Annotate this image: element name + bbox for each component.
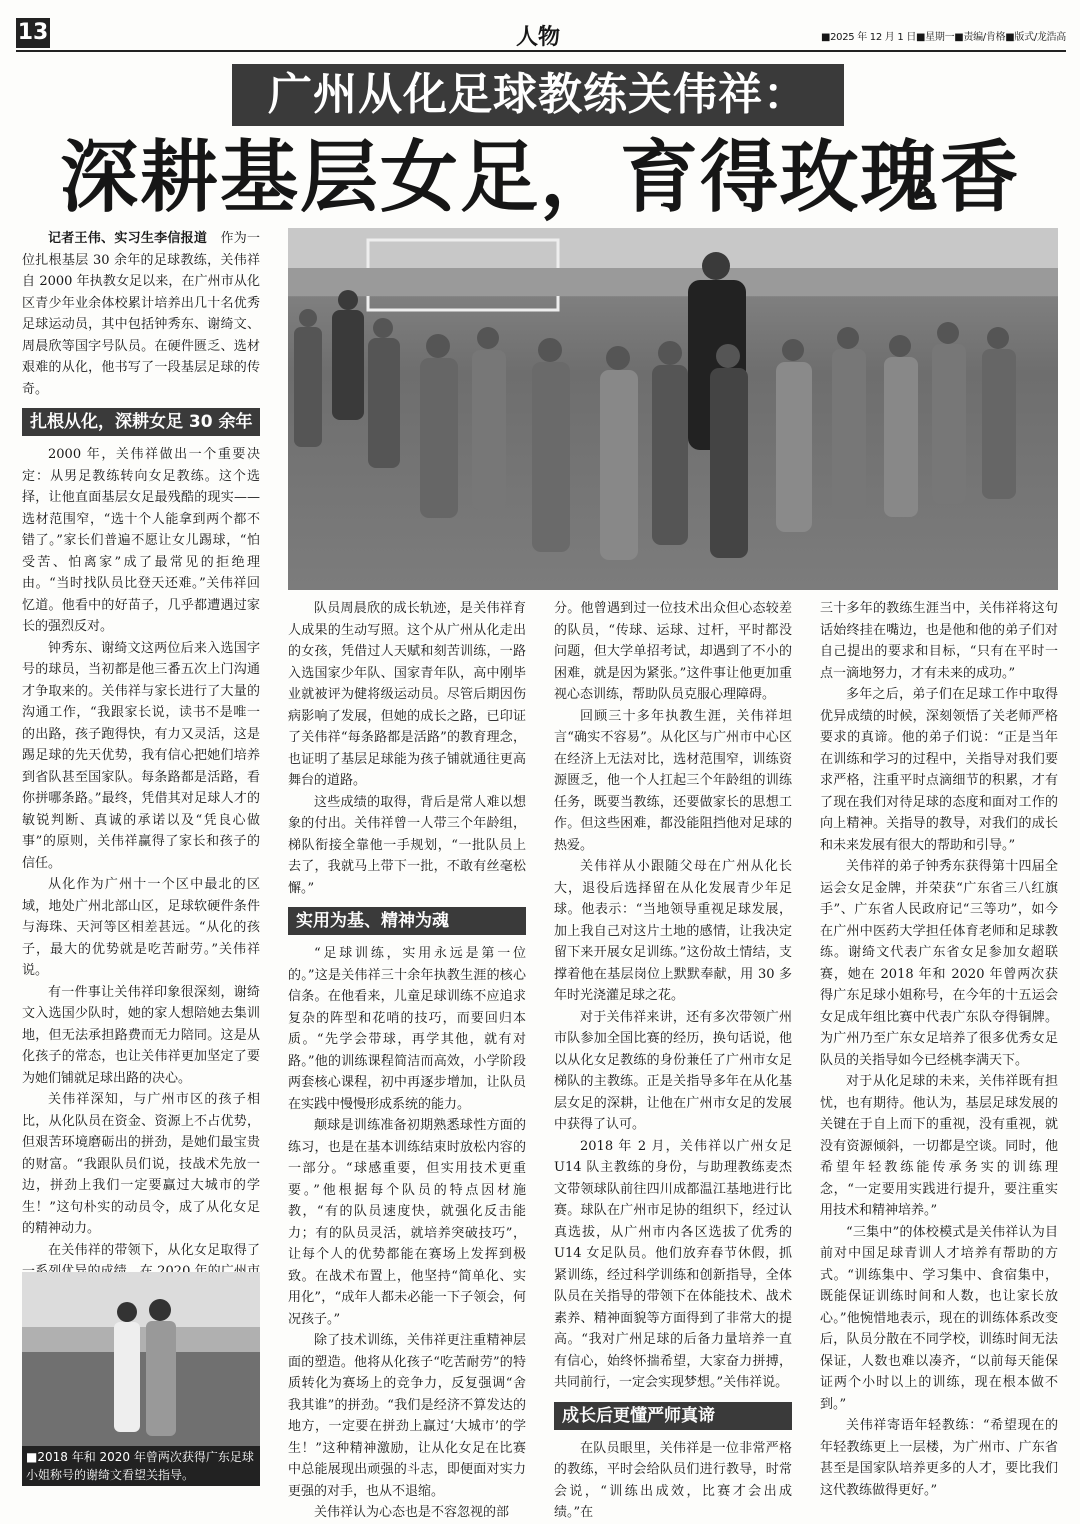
photo-caption: ■2018 年和 2020 年曾两次获得广东足球小姐称号的谢绮文看望关指导。 [22,1446,260,1486]
paragraph: 这些成绩的取得，背后是常人难以想象的付出。关伟祥曾一人带三个年龄组，梯队衔接全靠他一手规划，“一批队员上去了，我就马上带下一批，不敢有丝毫松懈。” [288,794,526,896]
paragraph: 回顾三十多年执教生涯，关伟祥坦言“确实不容易”。从化区与广州市中心区在经济上无法对比，选材范围窄，训练资源匮乏，他一个人扛起三个年龄组的训练任务，既要当教练，还要做家长的思想工作。但这些困难，都没能阻挡他对足球的热爱。 [554,708,792,853]
article-column-4 [820,598,1058,1496]
paragraph: 分。他曾遇到过一位技术出众但心态较差的队员，“传球、运球、过杆，平时都没问题，但大学单招考试，却遇到了不小的困难，就是因为紧张。”这件事让他更加重视心态训练，帮助队员克服心理障碍。 [554,601,792,702]
article-column-2 [288,598,526,1520]
lead-paragraph: 作为一位扎根基层 30 余年的足球教练，关伟祥自 2000 年执教女足以来，在广州市从化区青少年业余体校累计培养出几十名优秀足球运动员，其中包括钟秀东、谢绮文、周晨欣等国字号队员。在硬件匮乏、选材艰难的从化，他书写了一段基层足球的传奇。 [22,231,260,397]
paragraph: 对于从化足球的未来，关伟祥既有担忧，也有期待。他认为，基层足球发展的关键在于自上而下的重视，没有重视，就没有资源倾斜，一切都是空谈。同时，他希望年轻教练能传承务实的训练理念，“一定要用实践进行提升，要注重实用技术和精神培养。” [820,1074,1058,1218]
article-column-3 [554,598,792,1520]
headline-title: 深耕基层女足，育得玫瑰香 [59,132,1020,223]
subhead-1: 扎根从化，深耕女足 30 余年 [22,408,260,436]
paragraph: 在关伟祥的带领下，从化女足取得了 [48,1242,260,1258]
paragraph: 三十多年的教练生涯当中，关伟祥将这句话始终挂在嘴边，也是他和他的弟子们对自己提出的要求和目标，“只有在平时一点一滴地努力，才有未来的成功。” [820,601,1058,681]
paragraph: 关伟祥的弟子钟秀东获得第十四届全运会女足金牌，并荣获“广东省三八红旗手”、广东省人民政府记“三等功”，如今在广州中医药大学担任体育老师和足球教练。谢绮文代表广东省女足参加女超联赛，她在 2018 年和 2020 年曾两次获得广东足球小姐称号，在今年的十五运会女足成年组比赛中代表广东队夺得铜牌。为广州乃至广东女足培养了很多优秀女足队员的关指导如今已经桃李满天下。 [820,859,1058,1068]
issue-meta: ■2025 年 12 月 1 日■星期一■责编/肯格■版式/龙浩高 [820,32,1066,43]
headline-kicker: 广州从化足球教练关伟祥： [268,69,808,120]
paragraph: 关伟祥深知，与广州市区的孩子相比，从化队员在资金、资源上不占优势，但艰苦环境磨砺出的拼劲，是她们最宝贵的财富。“我跟队员们说，技战术先放一边，拼劲上我们一定要赢过大城市的学生！”这句朴实的动员令，成了从化女足的精神动力。 [22,1092,260,1236]
paragraph: 关伟祥从小跟随父母在广州从化长大，退役后选择留在从化发展青少年足球。他表示：“当地领导重视足球发展，加上我自己对这片土地的感情，让我决定留下来开展女足训练。”这份故土情结，支撑着他在基层岗位上默默奉献，用 30 多年时光浇灌足球之花。 [554,859,792,1003]
byline: 记者王伟、实习生李信报道 [48,231,208,246]
kicker-band [232,64,844,126]
paragraph: “三集中”的体校模式是关伟祥认为目前对中国足球青训人才培养有帮助的方式。“训练集中、学习集中、食宿集中，既能保证训练时间和人数，也让家长放心。”他惋惜地表示，现在的训练体系改变后，队员分散在不同学校，训练时间无法保证，人数也难以凑齐，“以前每天能保证两个小时以上的训练，现在根本做不到。” [820,1224,1058,1412]
paragraph: 2018 年 2 月，关伟祥以广州女足 U14 队主教练的身份，与助理教练麦杰文带领球队前往四川成都温江基地进行比赛。球队在广州市足协的组织下，经过认真选拔，从广州市内各区选拔了优秀的 U14 女足队员。他们放弃春节休假，抓紧训练，经过科学训练和创新指导，全体队员在关指导的带领下在体能技术、战术素养、精神面貌等方面得到了非常大的提高。“我对广州足球的后备力量培养一直有信心，始终怀揣希望，大家奋力拼搏，共同前行，一定会实现梦想。”关伟祥说。 [554,1138,792,1390]
paragraph: 2000 年，关伟祥做出一个重要决定：从男足教练转向女足教练。这个选择，让他直面基层女足最残酷的现实——选材范围窄，“选十个人能拿到两个都不错了。”家长们普遍不愿让女儿踢球，“怕受苦、怕离家”成了最常见的拒绝理由。“当时找队员比登天还难。”关伟祥回忆道。他看中的好苗子，几乎都遭遇过家长的强烈反对。 [22,447,260,634]
paragraph: 除了技术训练，关伟祥更注重精神层面的塑造。他将从化孩子“吃苦耐劳”的特质转化为赛场上的竞争力，反复强调“舍我其谁”的拼劲。“我们是经济不算发达的地方，一定要在拼劲上赢过‘大城市’的学生！”这种精神激励，让从化女足在比赛中总能展现出顽强的斗志，即便面对实力更强的对手，也从不退缩。 [288,1333,526,1499]
paragraph: 关伟祥寄语年轻教练：“希望现在的年轻教练更上一层楼，为广州市、广东省甚至是国家队培养更多的人才，要比我们这代教练做得更好。” [820,1418,1058,1498]
page-header [16,18,1066,52]
team-photo-graphic [288,228,1058,590]
page-number: 13 [16,18,50,48]
paragraph: 颠球是训练准备初期熟悉球性方面的练习，也是在基本训练结束时放松内容的一部分。“球感重要，但实用技术更重要。”他根据每个队员的特点因材施教，“有的队员速度快，就强化反击能力；有的队员灵活，就培养突破技巧”，让每个人的优势都能在赛场上发挥到极致。在战术布置上，他坚持“简单化、实用化”，“成年人都未必能一下子领会，何况孩子。” [288,1118,526,1327]
paragraph: 对于关伟祥来讲，还有多次带领广州市队参加全国比赛的经历，换句话说，他以从化女足教练的身份兼任了广州市女足梯队的主教练。正是关指导多年在从化基层女足的深耕，让他在广州市女足的发展中获得了认可。 [554,1009,792,1132]
paragraph: 有一件事让关伟祥印象很深刻，谢绮文入选国少队时，她的家人想陪她去集训地，但无法承担路费而无力陪同。这是从化孩子的常态，也让关伟祥更加坚定了要为她们铺就足球出路的决心。 [22,984,260,1086]
subhead-3: 成长后更懂严师真谛 [554,1402,792,1430]
paragraph: “足球训练，实用永远是第一位的。”这是关伟祥三十余年执教生涯的核心信条。在他看来，儿童足球训练不应追求复杂的阵型和花哨的技巧，而要回归本质。“先学会带球，再学其他，就有对路。”他的训练课程简洁而高效，小学阶段两套核心课程，初中再逐步增加，让队员在实践中慢慢形成系统的能力。 [288,946,526,1112]
paragraph: 队员周晨欣的成长轨迹，是关伟祥育人成果的生动写照。这个从广州从化走出的女孩，凭借过人天赋和刻苦训练，一路入选国家少年队、国家青年队，高中刚毕业就被评为健将级运动员。尽管后期因伤病影响了发展，但她的成长之路，已印证了关伟祥“每条路都是活路”的教育理念，也证明了基层足球能为孩子铺就通往更高舞台的道路。 [288,601,526,788]
section-name: 人物 [516,25,561,50]
paragraph: 多年之后，弟子们在足球工作中取得优异成绩的时候，深刻领悟了关老师严格要求的真谛。他的弟子们说：“正是当年在训练和学习的过程中，关指导对我们要求严格，注重平时点滴细节的积累，才有了现在我们对待足球的态度和面对工作的向上精神。关指导的教导，对我们的成长和未来发展有很大的帮助和引导。” [820,687,1058,853]
team-photo [288,228,1058,590]
paragraph: 从化作为广州十一个区中最北的区域，地处广州北部山区，足球软硬件条件与海珠、天河等区相差甚远。“从化的孩子，最大的优势就是吃苦耐劳。”关伟祥说。 [22,877,260,978]
paragraph: 钟秀东、谢绮文这两位后来入选国字号的球员，当初都是他三番五次上门沟通才争取来的。关伟祥与家长进行了大量的沟通工作，“我跟家长说，读书不是唯一的出路，孩子跑得快，有力又灵活，这是踢足球的先天优势，我有信心把她们培养到省队甚至国家队。每条路都是活路，看你拼哪条路。”最终，凭借其对足球人才的敏锐判断、真诚的承诺以及“凭良心做事”的原则，关伟祥赢得了家长和孩子的信任。 [22,640,260,871]
visit-photo [22,1272,260,1486]
paragraph: 关伟祥认为心态也是不容忽视的部 [314,1505,510,1520]
article-column-1 [22,228,260,1270]
paragraph: 在队员眼里，关伟祥是一位非常严格的教练，平时会给队员们进行教导，时常会说，“训练出成效，比赛才会出成绩。”在 [554,1440,792,1520]
subhead-2: 实用为基、精神为魂 [288,907,526,935]
